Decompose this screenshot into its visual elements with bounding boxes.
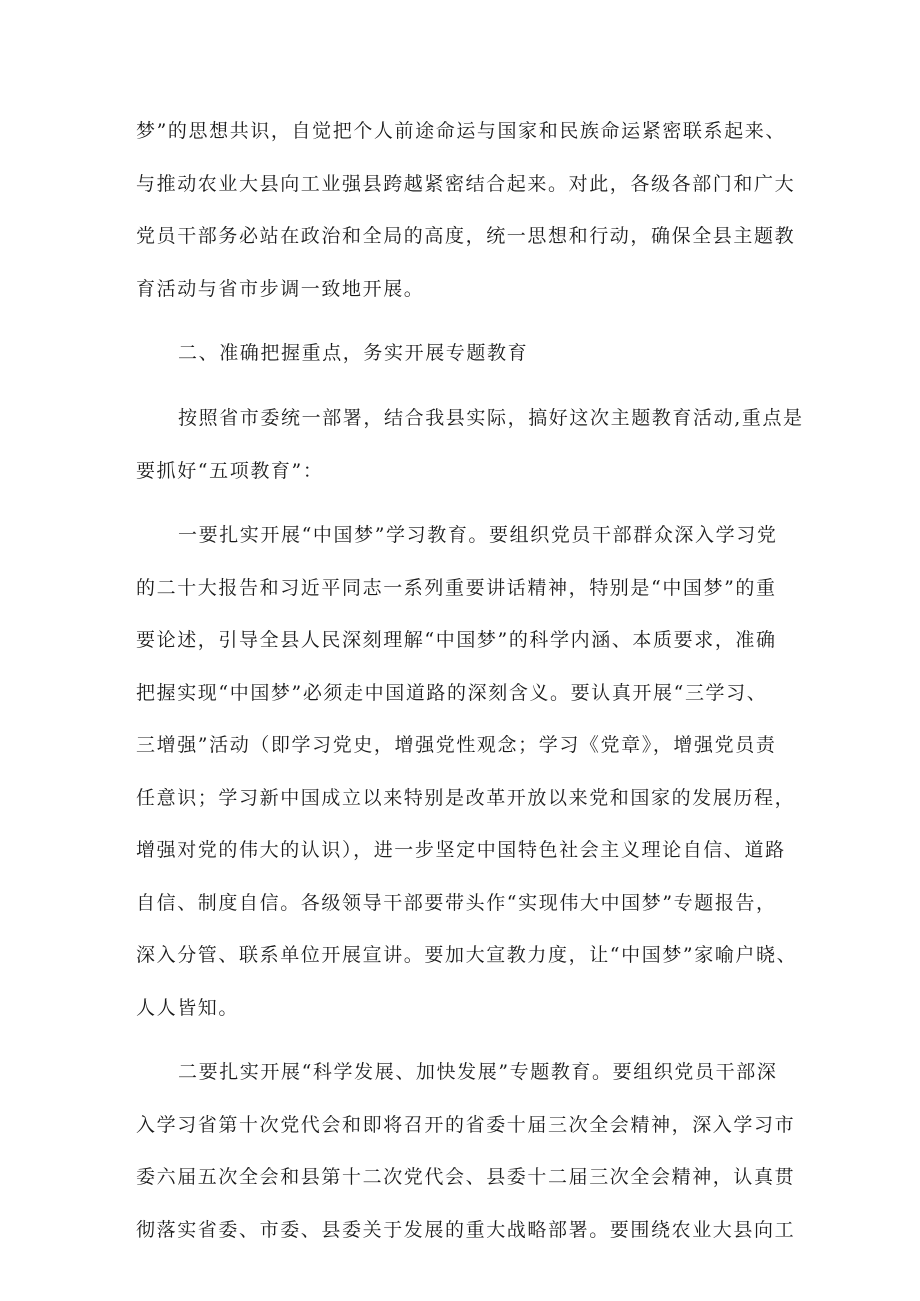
text-line: 任意识；学习新中国成立以来特别是改革开放以来党和国家的发展历程， [136, 787, 796, 809]
text-line: 梦”的思想共识，自觉把个人前途命运与国家和民族命运紧密联系起来、 [136, 120, 786, 142]
text-line: 一要扎实开展“中国梦”学习教育。要组织党员干部群众深入学习党 [178, 524, 778, 546]
text-line: 党员干部务必站在政治和全局的高度，统一思想和行动，确保全县主题教 [136, 225, 796, 247]
text-line: 三增强”活动（即学习党史，增强党性观念；学习《党章》，增强党员责 [136, 734, 777, 756]
text-line: 的二十大报告和习近平同志一系列重要讲话精神，特别是“中国梦”的重 [136, 577, 777, 599]
text-line: 二要扎实开展“科学发展、加快发展”专题教育。要组织党员干部深 [178, 1061, 778, 1083]
text-line: 要抓好“五项教育”： [136, 460, 324, 482]
text-line: 入学习省第十次党代会和即将召开的省委十届三次全会精神，深入学习市 [136, 1114, 796, 1136]
section-heading: 二、准确把握重点，务实开展专题教育 [178, 342, 529, 364]
text-line: 彻落实省委、市委、县委关于发展的重大战略部署。要围绕农业大县向工 [136, 1219, 796, 1241]
text-line: 深入分管、联系单位开展宣讲。要加大宣教力度，让“中国梦”家喻户晓、 [136, 944, 798, 966]
text-line: 自信、制度自信。各级领导干部要带头作“实现伟大中国梦”专题报告， [136, 892, 777, 914]
text-line: 育活动与省市步调一致地开展。 [136, 278, 425, 300]
text-line: 人人皆知。 [136, 997, 240, 1019]
text-line: 增强对党的伟大的认识），进一步坚定中国特色社会主义理论自信、道路 [136, 839, 786, 861]
text-line: 把握实现“中国梦”必须走中国道路的深刻含义。要认真开展“三学习、 [136, 682, 768, 704]
text-line: 要论述，引导全县人民深刻理解“中国梦”的科学内涵、本质要求，准确 [136, 629, 777, 651]
text-line: 与推动农业大县向工业强县跨越紧密结合起来。对此，各级各部门和广大 [136, 173, 796, 195]
text-line: 按照省市委统一部署，结合我县实际，搞好这次主题教育活动,重点是 [178, 407, 804, 429]
text-line: 委六届五次全会和县第十二次党代会、县委十二届三次全会精神，认真贯 [136, 1166, 796, 1188]
